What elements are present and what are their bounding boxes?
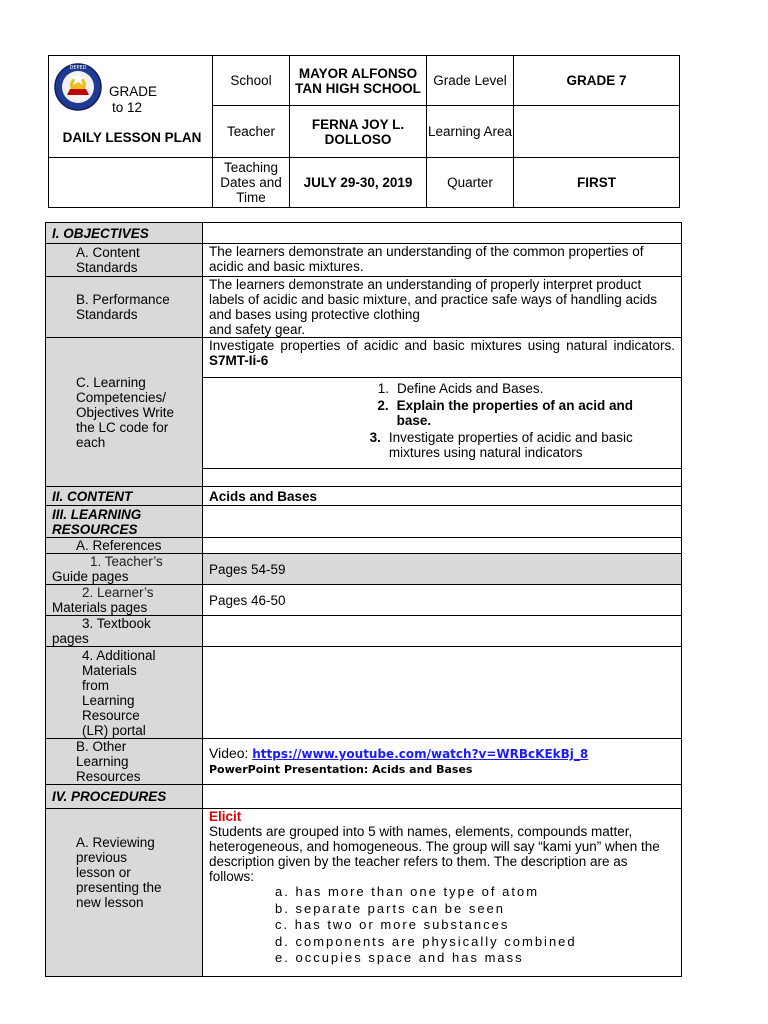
lesson-table [45,222,682,977]
teacher-label: Teacher [213,106,290,158]
additional-materials-value [203,647,682,739]
list-item: 1. Define Acids and Bases. [377,381,544,396]
performance-standards-text2: and safety gear. [209,322,306,337]
quarter-value: FIRST [514,158,680,208]
list-item: a. has more than one type of atom [275,884,540,899]
list-item: 2. Explain the properties of an acid and base. [377,398,633,428]
elicit-heading: Elicit [209,809,242,824]
competency-text: Investigate properties of acidic and basic mixtures using natural indicators. [209,338,675,353]
content-value: Acids and Bases [203,487,682,506]
school-label: School [213,56,290,106]
competency-cell [203,338,682,378]
learners-materials-value: Pages 46-50 [203,585,682,616]
header-table [48,55,680,208]
procedure-text: Students are grouped into 5 with names, elements, compounds matter, heterogeneous, and homogeneous. The group will say “kami yun” when the description given by the teacher refers to them. The description are as follows: [209,824,660,884]
ppt-text: PowerPoint Presentation: Acids and Bases [209,763,473,776]
competency-code: S7MT-Ii-6 [209,353,269,368]
teachers-guide-value: Pages 54-59 [203,554,682,585]
school-value: MAYOR ALFONSO TAN HIGH SCHOOL [290,56,427,106]
svg-text:DEPED: DEPED [69,65,87,71]
performance-standards-label: B. Performance Standards [46,277,203,338]
objectives-heading: I. OBJECTIVES [46,223,203,244]
procedures-heading-blank [203,785,682,809]
review-lesson-cell [203,809,682,977]
list-item: c. has two or more substances [275,917,510,932]
grade-level-label: Grade Level [427,56,514,106]
list-item: e. occupies space and has mass [275,950,524,965]
grade-k12-line1: GRADE [109,84,158,99]
header-blank-cell [49,158,213,208]
list-item: b. separate parts can be seen [275,900,506,916]
header-logo-cell [49,56,213,158]
content-standards-label: A. Content Standards [46,244,203,277]
competency-blank-row [203,469,682,487]
learning-area-value [514,106,680,158]
teacher-value: FERNA JOY L. DOLLOSO [290,106,427,158]
textbook-value [203,616,682,647]
review-lesson-label: A. Reviewing previous lesson or presenting the new lesson [46,809,203,977]
dates-label: Teaching Dates and Time [213,158,290,208]
textbook-label: 3. Textbook pages [46,616,203,647]
quarter-label: Quarter [427,158,514,208]
content-standards-text: The learners demonstrate an understanding of the common properties of acidic and basic mixtures. [203,244,682,277]
objectives-heading-blank [203,223,682,244]
competencies-label: C. Learning Competencies/ Objectives Write the LC code for each [46,338,203,487]
video-label: Video: [209,745,249,761]
learners-materials-label: 2. Learner’s Materials pages [46,585,203,616]
performance-standards-cell [203,277,682,338]
performance-standards-text: The learners demonstrate an understanding of properly interpret product labels of acidic and basic mixture, and practice safe ways of handling acids and bases using protective clothing [209,277,657,322]
grade-level-value: GRADE 7 [514,56,680,106]
other-resources-cell [203,739,682,785]
grade-k12-line2: to 12 [112,100,143,115]
competency-list-cell [203,378,682,469]
plan-title: DAILY LESSON PLAN [62,130,202,145]
dates-value: JULY 29-30, 2019 [290,158,427,208]
resources-heading-blank [203,506,682,538]
content-heading: II. CONTENT [46,487,203,506]
other-resources-label: B. Other Learning Resources [46,739,203,785]
deped-seal-icon [53,62,103,112]
additional-materials-label: 4. Additional Materials from Learning Resource (LR) portal [46,647,203,739]
video-link[interactable]: https://www.youtube.com/watch?v=WRBcKEkBj_8 [252,747,589,761]
list-item: 3. Investigate properties of acidic and basic mixtures using natural indicators [369,430,633,460]
learning-area-label: Learning Area [427,106,514,158]
references-label: A. References [46,538,203,554]
list-item: d. components are physically combined [275,933,577,949]
references-blank [203,538,682,554]
resources-heading: III. LEARNING RESOURCES [46,506,203,538]
procedures-heading: IV. PROCEDURES [46,785,203,809]
teachers-guide-label: 1. Teacher’s Guide pages [46,554,203,585]
